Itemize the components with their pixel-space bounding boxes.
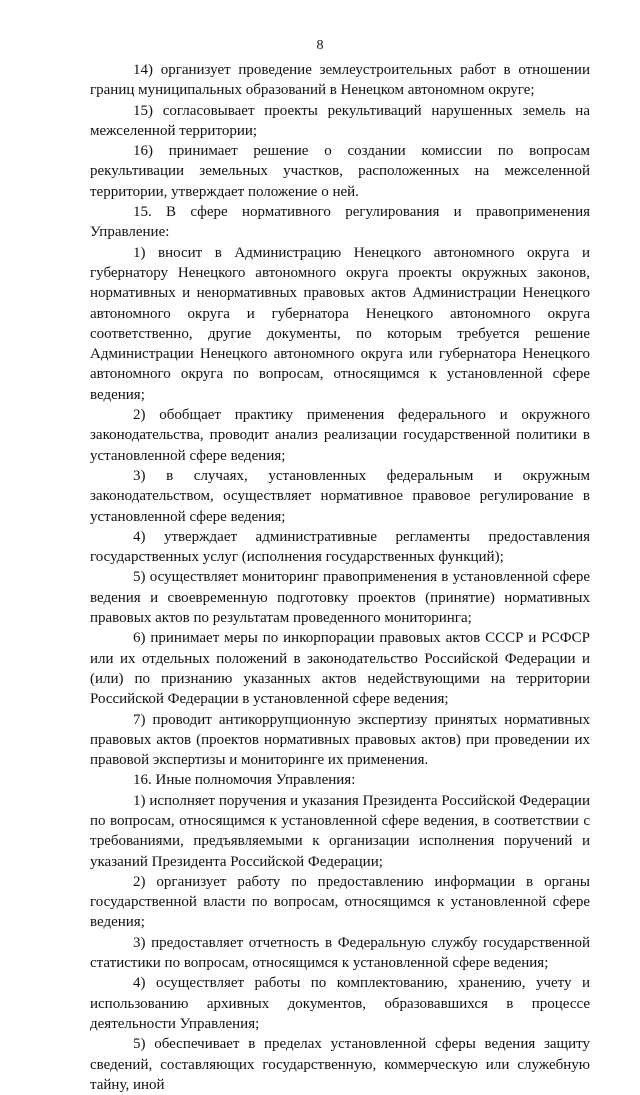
- paragraph-15-2: 2) обобщает практику применения федерального и окружного законодательства, проводит анализ реализации государственной политики в установленной сфере ведения;: [90, 407, 590, 464]
- paragraph-15-4: 4) утверждает административные регламенты предоставления государственных услуг (исполнения государственных функций);: [90, 528, 590, 566]
- paragraph-15-6: 6) принимает меры по инкорпорации правовых актов СССР и РСФСР или их отдельных положений в законодательство Российской Федерации и (или) по признанию указанных актов недействующими на территории Российской Федерации в установленной сфере ведения;: [90, 630, 590, 708]
- paragraph-item-15: 15) согласовывает проекты рекультиваций нарушенных земель на межселенной территории;: [90, 102, 590, 139]
- paragraph-16-3: 3) предоставляет отчетность в Федеральную службу государственной статистики по вопросам, относящимся к установленной сфере ведения;: [90, 934, 590, 972]
- paragraph-16-4: 4) осуществляет работы по комплектованию, хранению, учету и использованию архивных документов, образовавшихся в процессе деятельности Управления;: [90, 975, 590, 1032]
- paragraph-16-5: 5) обеспечивает в пределах установленной сферы ведения защиту сведений, составляющих государственную, коммерческую или служебную тайну, иной: [90, 1036, 590, 1093]
- paragraph-16-1: 1) исполняет поручения и указания Президента Российской Федерации по вопросам, относящимся к установленной сфере ведения, в соответствии с требованиями, предъявляемыми к организации исполнения поручений и указаний Президента Российской Федерации;: [90, 792, 590, 870]
- paragraph-15-1: 1) вносит в Администрацию Ненецкого автономного округа и губернатору Ненецкого автономного округа проекты окружных законов, нормативных и ненормативных правовых актов Администрации Ненецкого автономного округа и губернатора Ненецкого автономного округа соответственно, другие документы, по которым требуется решение Администрации Ненецкого автономного округа или губернатора Ненецкого автономного округа по вопросам, относящимся к установленной сфере ведения;: [90, 244, 590, 403]
- paragraph-item-14: 14) организует проведение землеустроительных работ в отношении границ муниципальных образований в Ненецком автономном округе;: [90, 62, 590, 99]
- paragraph-15-7: 7) проводит антикоррупционную экспертизу принятых нормативных правовых актов (проектов нормативных правовых актов) при проведении их правовой экспертизы и мониторинге их применения.: [90, 711, 590, 769]
- paragraph-15-3: 3) в случаях, установленных федеральным и окружным законодательством, осуществляет нормативное правовое регулирование в установленной сфере ведения;: [90, 467, 590, 525]
- section-heading-16: 16. Иные полномочия Управления:: [133, 772, 356, 789]
- document-body: [90, 60, 590, 1095]
- paragraph-16-2: 2) организует работу по предоставлению информации в органы государственной власти по вопросам, относящимся к установленной сфере ведения;: [90, 873, 590, 931]
- section-heading-15: 15. В сфере нормативного регулирования и правоприменения Управление:: [90, 204, 590, 241]
- paragraph-15-5: 5) осуществляет мониторинг правоприменения в установленной сфере ведения и своевременную подготовку проектов (принятие) нормативных правовых актов по результатам проведенного мониторинга;: [90, 569, 590, 627]
- page-number: 8: [316, 38, 324, 53]
- paragraph-item-16: 16) принимает решение о создании комиссии по вопросам рекультивации земельных участков, расположенных на межселенной территории, утверждает положение о ней.: [90, 143, 590, 200]
